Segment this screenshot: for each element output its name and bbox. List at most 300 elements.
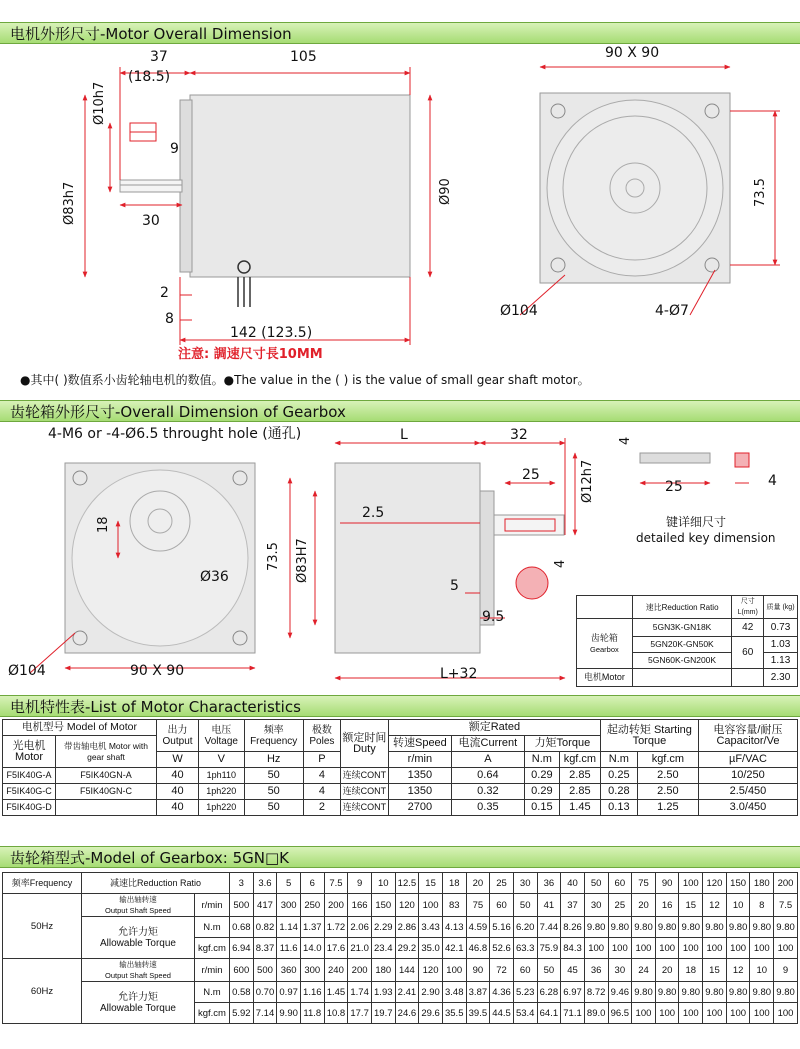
gear-value: 72: [490, 959, 514, 982]
gear-value: 50: [513, 894, 537, 917]
gear-value: 10: [750, 959, 774, 982]
gear-value: 300: [277, 894, 301, 917]
ratio-header: 90: [655, 873, 679, 894]
motor-cell: 4: [303, 768, 340, 784]
speed-note: 注意: 調速尺寸長10MM: [178, 347, 323, 362]
gear-value: 4.59: [466, 917, 490, 938]
motor-cell: 1ph220: [199, 784, 244, 800]
motor-cell: F5IK40G-D: [3, 800, 56, 816]
gear-value: 60: [490, 894, 514, 917]
gear-value: 4.13: [442, 917, 466, 938]
gear-value: 500: [253, 959, 277, 982]
ratio-header: 60: [608, 873, 632, 894]
gear-value: 0.70: [253, 982, 277, 1003]
dim-8: 8: [165, 311, 174, 327]
motor-cell: 2.50: [637, 768, 698, 784]
gear-value: 9.80: [584, 917, 608, 938]
gear-value: 240: [324, 959, 348, 982]
label-en: Allowable Torque: [100, 1002, 176, 1014]
dim-73-5: 73.5: [753, 178, 768, 207]
motor-row: [3, 800, 798, 816]
gear-value: 120: [395, 894, 419, 917]
speed-label: [82, 959, 195, 982]
h-duty: 额定时间 Duty: [340, 720, 388, 768]
gear-value: 9.80: [726, 917, 750, 938]
label-cn: 允许力矩: [118, 991, 158, 1003]
motor-cell: 1.25: [637, 800, 698, 816]
motor-cell: 2: [303, 800, 340, 816]
gear-value: 23.4: [371, 938, 395, 959]
gear-value: 29.2: [395, 938, 419, 959]
mass-row-1: 0.73: [764, 619, 798, 637]
key-detail-cn: 键详细尺寸: [666, 515, 727, 529]
gear-value: 6.94: [230, 938, 254, 959]
key-dim-4b: 4: [768, 473, 777, 489]
motor-label: 电机Motor: [577, 669, 633, 687]
motor-cell: 2700: [388, 800, 451, 816]
gear-value: 8.72: [584, 982, 608, 1003]
gearbox-row: [3, 982, 798, 1003]
gear-value: 15: [679, 894, 703, 917]
gear-value: 17.6: [324, 938, 348, 959]
u-w: W: [157, 752, 199, 768]
ratio-header: 150: [726, 873, 750, 894]
gear-value: 71.1: [561, 1003, 585, 1024]
gear-value: 9.80: [750, 982, 774, 1003]
gear-value: 200: [324, 894, 348, 917]
h-capacitor: 电容容量/耐压 Capacitor/Ve: [698, 720, 797, 752]
gear-value: 360: [277, 959, 301, 982]
label-en: Output Shaft Speed: [105, 906, 171, 915]
gear-value: 250: [300, 894, 324, 917]
gear-value: 20: [632, 894, 656, 917]
ratio-header: 30: [513, 873, 537, 894]
key-dim-25: 25: [665, 479, 683, 495]
unit-cell: r/min: [195, 959, 230, 982]
gear-value: 50: [537, 959, 561, 982]
motor-cell: 1350: [388, 768, 451, 784]
h-rated: 额定Rated: [388, 720, 600, 736]
gear-value: 100: [750, 1003, 774, 1024]
gear-value: 35.5: [442, 1003, 466, 1024]
motor-cell: 50: [244, 800, 303, 816]
motor-cell: F5IK40GN-A: [56, 768, 157, 784]
header-size: 尺寸 L(mm): [732, 596, 764, 619]
gearbox-row: [3, 959, 798, 982]
gear-value: 12: [726, 959, 750, 982]
dim-30: 30: [142, 213, 160, 229]
gear-value: 120: [419, 959, 443, 982]
gear-value: 9.80: [726, 982, 750, 1003]
gear-value: 9.80: [774, 982, 798, 1003]
gear-value: 9.80: [655, 982, 679, 1003]
gear-frequency: 50Hz: [3, 894, 82, 959]
motor-cell: 2.50: [637, 784, 698, 800]
gdim-9-5: 9.5: [482, 609, 505, 625]
size-row-2: 60: [732, 637, 764, 669]
motor-cell: 4: [303, 784, 340, 800]
gdim-73-5: 73.5: [266, 542, 281, 571]
gear-value: 90: [466, 959, 490, 982]
motor-cell: F5IK40G-A: [3, 768, 56, 784]
motor-cell: 50: [244, 784, 303, 800]
gear-value: 37: [561, 894, 585, 917]
gearbox-en: Gearbox: [590, 644, 619, 654]
gear-value: 100: [655, 1003, 679, 1024]
unit-cell: kgf.cm: [195, 1003, 230, 1024]
gdim-36: Ø36: [200, 569, 229, 585]
label-cn: 输出轴转速: [119, 960, 157, 969]
motor-dimension-drawing: [0, 45, 800, 395]
gear-value: 300: [300, 959, 324, 982]
motor-cell: 3.0/450: [698, 800, 797, 816]
gear-value: 100: [679, 1003, 703, 1024]
motor-cell: 1.45: [559, 800, 600, 816]
section-header-motor-characteristics: 电机特性表-List of Motor Characteristics: [0, 695, 800, 717]
header-ratio: 速比Reduction Ratio: [632, 596, 732, 619]
ratio-header: 6: [300, 873, 324, 894]
mass-row-2: 1.03: [764, 637, 798, 653]
dim-2: 2: [160, 285, 169, 301]
gearbox-cn: 齿轮箱: [590, 632, 618, 643]
gdim-12h7: Ø12h7: [580, 459, 595, 503]
mass-row-3: 1.13: [764, 653, 798, 669]
gear-value: 5.23: [513, 982, 537, 1003]
gear-value: 16: [655, 894, 679, 917]
gdim-4: 4: [553, 559, 568, 568]
u-rmin: r/min: [388, 752, 451, 768]
motor-cell: 2.5/450: [698, 784, 797, 800]
gh-frequency: 频率Frequency: [3, 873, 82, 894]
gear-value: 1.72: [324, 917, 348, 938]
motor-mass: 2.30: [764, 669, 798, 687]
ratio-header: 25: [490, 873, 514, 894]
gear-value: 100: [774, 938, 798, 959]
gdim-5: 5: [450, 578, 459, 594]
gear-value: 2.90: [419, 982, 443, 1003]
gear-value: 5.16: [490, 917, 514, 938]
motor-cell: F5IK40G-C: [3, 784, 56, 800]
gear-value: 89.0: [584, 1003, 608, 1024]
gear-value: 9: [774, 959, 798, 982]
dim-18-5: (18.5): [128, 69, 171, 85]
gear-value: 8: [750, 894, 774, 917]
gear-value: 5.92: [230, 1003, 254, 1024]
motor-cell: 1ph220: [199, 800, 244, 816]
gdim-32: 32: [510, 427, 528, 443]
u-nm2: N.m: [600, 752, 637, 768]
motor-note: ●其中( )数值系小齿轮轴电机的数值。●The value in the ( ) is the value of small gear shaft motor。: [20, 373, 590, 387]
gear-value: 10.8: [324, 1003, 348, 1024]
motor-row: [3, 784, 798, 800]
ratio-row-3: 5GN60K-GN200K: [632, 653, 732, 669]
gear-value: 7.5: [774, 894, 798, 917]
gear-value: 9.80: [632, 917, 656, 938]
motor-cell: 40: [157, 768, 199, 784]
gear-value: 9.46: [608, 982, 632, 1003]
label-cn: 输出轴转速: [119, 895, 157, 904]
gear-value: 2.41: [395, 982, 419, 1003]
gear-value: 100: [632, 938, 656, 959]
motor-cell: 40: [157, 784, 199, 800]
gear-value: 18: [679, 959, 703, 982]
gear-value: 180: [371, 959, 395, 982]
gear-value: 12: [703, 894, 727, 917]
gear-value: 1.14: [277, 917, 301, 938]
gear-value: 9.80: [679, 982, 703, 1003]
gear-value: 2.86: [395, 917, 419, 938]
ratio-header: 180: [750, 873, 774, 894]
motor-cell: 0.64: [451, 768, 524, 784]
gear-value: 100: [726, 1003, 750, 1024]
gear-value: 0.97: [277, 982, 301, 1003]
gear-value: 63.3: [513, 938, 537, 959]
ratio-header: 3.6: [253, 873, 277, 894]
motor-cell: 50: [244, 768, 303, 784]
gear-value: 150: [371, 894, 395, 917]
gear-value: 9.80: [608, 917, 632, 938]
gdim-25: 25: [522, 467, 540, 483]
torque-label: [82, 917, 195, 959]
motor-cell: 连续CONT: [340, 800, 388, 816]
gear-value: 10: [726, 894, 750, 917]
key-dim-4a: 4: [618, 436, 633, 445]
gear-value: 9.80: [774, 917, 798, 938]
gear-value: 1.37: [300, 917, 324, 938]
h-speed: 转速Speed: [388, 736, 451, 752]
gear-value: 6.28: [537, 982, 561, 1003]
ratio-header: 3: [230, 873, 254, 894]
gear-value: 100: [774, 1003, 798, 1024]
unit-cell: N.m: [195, 982, 230, 1003]
unit-cell: kgf.cm: [195, 938, 230, 959]
dim-4-7: 4-Ø7: [655, 303, 689, 319]
u-uf: µF/VAC: [698, 752, 797, 768]
ratio-header: 20: [466, 873, 490, 894]
gear-frequency: 60Hz: [3, 959, 82, 1024]
u-a: A: [451, 752, 524, 768]
gear-value: 100: [419, 894, 443, 917]
gear-value: 7.44: [537, 917, 561, 938]
gear-value: 44.5: [490, 1003, 514, 1024]
dim-9: 9: [170, 141, 179, 157]
size-row-1: 42: [732, 619, 764, 637]
key-detail-en: detailed key dimension: [636, 531, 776, 545]
ratio-row-2: 5GN20K-GN50K: [632, 637, 732, 653]
gear-value: 60: [513, 959, 537, 982]
gear-value: 1.45: [324, 982, 348, 1003]
label-en: Output Shaft Speed: [105, 971, 171, 980]
gdim-104: Ø104: [8, 663, 46, 679]
gear-value: 9.80: [655, 917, 679, 938]
gear-value: 100: [632, 1003, 656, 1024]
header-mass: 质量 (kg): [764, 596, 798, 619]
gear-value: 144: [395, 959, 419, 982]
torque-label: [82, 982, 195, 1024]
motor-cell: 连续CONT: [340, 784, 388, 800]
gear-value: 11.8: [300, 1003, 324, 1024]
motor-cell: 2.85: [559, 768, 600, 784]
gear-value: 36: [584, 959, 608, 982]
gear-value: 500: [230, 894, 254, 917]
gear-value: 15: [703, 959, 727, 982]
gear-value: 45: [561, 959, 585, 982]
section-header-gearbox-model: 齿轮箱型式-Model of Gearbox: 5GN□K: [0, 846, 800, 868]
gear-value: 83: [442, 894, 466, 917]
dim-90: Ø90: [438, 178, 453, 205]
ratio-row-1: 5GN3K-GN18K: [632, 619, 732, 637]
motor-characteristics-table: [2, 719, 798, 816]
gear-value: 3.43: [419, 917, 443, 938]
gear-value: 100: [703, 938, 727, 959]
dim-104: Ø104: [500, 303, 538, 319]
motor-cell: 2.85: [559, 784, 600, 800]
gear-value: 100: [584, 938, 608, 959]
gear-value: 29.6: [419, 1003, 443, 1024]
gear-value: 41: [537, 894, 561, 917]
gear-value: 14.0: [300, 938, 324, 959]
gear-value: 3.87: [466, 982, 490, 1003]
dim-10h7: Ø10h7: [92, 81, 107, 125]
gdim-83H7: Ø83H7: [295, 538, 310, 583]
ratio-header: 50: [584, 873, 608, 894]
gear-value: 0.68: [230, 917, 254, 938]
u-p: P: [303, 752, 340, 768]
gear-dimension-drawing: [0, 423, 800, 688]
gdim-L-plus-32: L+32: [440, 666, 478, 682]
gear-value: 6.97: [561, 982, 585, 1003]
gear-value: 75: [466, 894, 490, 917]
h-torque: 力矩Torque: [524, 736, 600, 752]
gear-value: 19.7: [371, 1003, 395, 1024]
gear-value: 1.16: [300, 982, 324, 1003]
dim-83h7: Ø83h7: [62, 181, 77, 225]
motor-cell: 0.35: [451, 800, 524, 816]
ratio-header: 12.5: [395, 873, 419, 894]
gear-value: 600: [230, 959, 254, 982]
gear-value: 24.6: [395, 1003, 419, 1024]
gear-value: 9.90: [277, 1003, 301, 1024]
gear-value: 17.7: [348, 1003, 372, 1024]
gearbox-row: [3, 894, 798, 917]
dim-105: 105: [290, 49, 317, 65]
motor-cell: 0.32: [451, 784, 524, 800]
unit-cell: N.m: [195, 917, 230, 938]
gear-value: 64.1: [537, 1003, 561, 1024]
h-model: 电机型号 Model of Motor: [3, 720, 157, 736]
gear-value: 0.58: [230, 982, 254, 1003]
ratio-header: 100: [679, 873, 703, 894]
h-voltage: 电压 Voltage: [199, 720, 244, 752]
motor-cell: 10/250: [698, 768, 797, 784]
gear-value: 25: [608, 894, 632, 917]
dim-142: 142 (123.5): [230, 325, 313, 341]
motor-cell: 1350: [388, 784, 451, 800]
u-v: V: [199, 752, 244, 768]
motor-cell: 0.29: [524, 784, 559, 800]
dim-90x90: 90 X 90: [605, 45, 660, 61]
h-starting-torque: 起动转矩 Starting Torque: [600, 720, 698, 752]
h-output: 出力 Output: [157, 720, 199, 752]
gear-value: 75.9: [537, 938, 561, 959]
gear-value: 53.4: [513, 1003, 537, 1024]
gear-value: 9.80: [703, 917, 727, 938]
gear-value: 84.3: [561, 938, 585, 959]
gear-value: 21.0: [348, 938, 372, 959]
motor-cell: F5IK40GN-C: [56, 784, 157, 800]
gear-value: 100: [750, 938, 774, 959]
h-poles: 极数 Poles: [303, 720, 340, 752]
u-nm: N.m: [524, 752, 559, 768]
motor-cell: 0.29: [524, 768, 559, 784]
ratio-header: 5: [277, 873, 301, 894]
gear-value: 100: [655, 938, 679, 959]
gearbox-row: [3, 917, 798, 938]
gear-value: 3.48: [442, 982, 466, 1003]
ratio-header: 18: [442, 873, 466, 894]
ratio-header: 15: [419, 873, 443, 894]
gdim-18: 18: [96, 516, 111, 533]
ratio-header: 75: [632, 873, 656, 894]
gear-value: 417: [253, 894, 277, 917]
gear-value: 1.93: [371, 982, 395, 1003]
gear-value: 20: [655, 959, 679, 982]
motor-cell: 连续CONT: [340, 768, 388, 784]
gear-value: 100: [726, 938, 750, 959]
motor-cell: 40: [157, 800, 199, 816]
gear-value: 11.6: [277, 938, 301, 959]
h-gear-motor: 带齿轴电机 Motor with gear shaft: [56, 736, 157, 768]
gear-value: 35.0: [419, 938, 443, 959]
gear-value: 1.74: [348, 982, 372, 1003]
section-header-gear-dimension: 齿轮箱外形尺寸-Overall Dimension of Gearbox: [0, 400, 800, 422]
gear-value: 7.14: [253, 1003, 277, 1024]
gear-value: 8.26: [561, 917, 585, 938]
gear-value: 166: [348, 894, 372, 917]
gear-value: 30: [584, 894, 608, 917]
label-en: Allowable Torque: [100, 937, 176, 949]
u-kgf: kgf.cm: [559, 752, 600, 768]
gdim-90x90: 90 X 90: [130, 663, 185, 679]
speed-label: [82, 894, 195, 917]
ratio-header: 9: [348, 873, 372, 894]
section-header-motor-dimension: 电机外形尺寸-Motor Overall Dimension: [0, 22, 800, 44]
gdim-2-5: 2.5: [362, 505, 385, 521]
h-current: 电流Current: [451, 736, 524, 752]
gear-value: 42.1: [442, 938, 466, 959]
gearbox-label: [577, 619, 633, 669]
ratio-header: 10: [371, 873, 395, 894]
gear-value: 100: [679, 938, 703, 959]
gear-value: 2.06: [348, 917, 372, 938]
gear-value: 9.80: [750, 917, 774, 938]
u-hz: Hz: [244, 752, 303, 768]
gear-value: 9.80: [632, 982, 656, 1003]
gear-value: 24: [632, 959, 656, 982]
gear-value: 52.6: [490, 938, 514, 959]
gear-value: 9.80: [679, 917, 703, 938]
label-cn: 允许力矩: [118, 926, 158, 938]
motor-row: [3, 768, 798, 784]
motor-cell: 0.15: [524, 800, 559, 816]
motor-cell: [56, 800, 157, 816]
gearbox-table: [2, 872, 798, 1024]
ratio-header: 7.5: [324, 873, 348, 894]
motor-cell: 0.28: [600, 784, 637, 800]
ratio-header: 120: [703, 873, 727, 894]
gear-value: 8.37: [253, 938, 277, 959]
gear-value: 96.5: [608, 1003, 632, 1024]
